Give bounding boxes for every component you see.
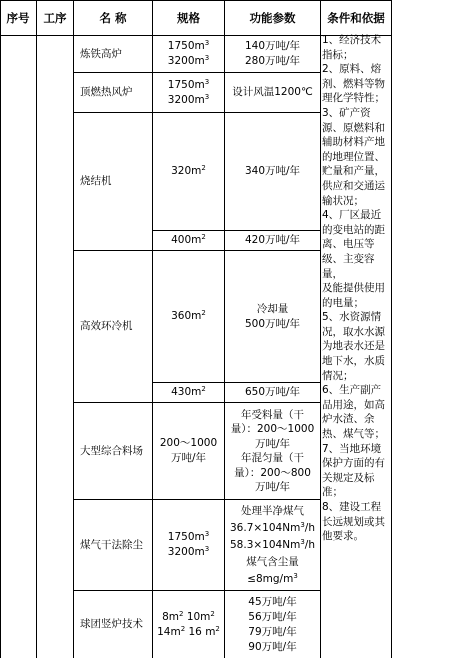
condition-item: 8、建设工程长远规划或其他要求。 (322, 501, 385, 543)
header-index: 序号 (6, 10, 30, 25)
row-spec-gas-dry-dedusting (153, 500, 224, 590)
param-line: $36.7\times 104Nm^3/h$ (230, 520, 315, 534)
row-spec-hot-stove (153, 73, 224, 112)
header-spec: 规格 (177, 10, 200, 25)
row-spec-sinter-400 (153, 231, 224, 250)
row-params-gas-dry-dedusting (225, 500, 320, 590)
row-params-stockyard (225, 403, 320, 499)
row-params-hot-stove (225, 73, 320, 112)
row-spec-cooler-430 (153, 383, 224, 402)
param-line: 56万吨/年 (248, 610, 297, 623)
header-name: 名 称 (99, 10, 127, 25)
spec-line: $360m^2$ (171, 309, 206, 322)
param-line: 处理半净煤气 (241, 504, 304, 517)
param-line: 79万吨/年 (248, 625, 297, 638)
row-spec-sinter-320 (153, 113, 224, 230)
row-name-annular-cooler: 高效环冷机 (80, 320, 133, 332)
param-line: 万吨/年 (254, 481, 291, 493)
header-process: 工序 (43, 10, 67, 25)
row-spec-stockyard (153, 403, 224, 499)
spec-line: $430m^2$ (171, 385, 206, 398)
grid-line (391, 0, 392, 658)
spec-line: $3200m^3$ (167, 92, 210, 106)
spec-line: $8m^2$ $10m^2$ (162, 609, 215, 623)
param-line: 90万吨/年 (248, 640, 297, 653)
param-line: 量）：200～1000 (230, 423, 315, 435)
condition-item: 4、厂区最近的变电站的距离、电压等级、主变容量， (322, 209, 385, 280)
condition-item: 7、当地环境保护方面的有关规定及标准； (322, 442, 385, 499)
row-name-blast-furnace: 炼铁高炉 (80, 47, 122, 60)
condition-item: 3、矿产资源、原燃料和辅助材料产地的地理位置、贮量和产量，供应和交通运输状况； (322, 106, 385, 207)
condition-item: 及能提供使用的电量； (322, 282, 385, 309)
spec-line: $400m^2$ (171, 233, 206, 246)
condition-item: 5、水资源情况，取水水源为地表水还是地下水，水质情况； (322, 311, 385, 382)
condition-item: 2、原料、熔剂、燃料等物理化学特性； (322, 63, 385, 105)
param-line: 煤气含尘量 (246, 555, 299, 568)
param-line: 500万吨/年 (244, 317, 301, 330)
grid-line (320, 0, 321, 658)
param-line: 45万吨/年 (248, 595, 297, 608)
param-line: 140万吨/年 (244, 40, 301, 52)
row-params-sinter-320: 340万吨/年 (244, 165, 301, 177)
param-line: 设计风温1200℃ (232, 86, 313, 98)
param-line: $\le 8mg/m^3$ (247, 571, 298, 585)
spec-line: $3200m^3$ (167, 545, 210, 558)
spec-line: 200～1000 (159, 437, 218, 449)
spec-line: $14m^2$ 16 $m^2$ (157, 624, 220, 638)
param-line: 年受料量（干 (241, 408, 304, 421)
grid-line (36, 0, 37, 658)
spec-line: $1750m^3$ (167, 39, 210, 52)
row-name-sinter-machine: 烧结机 (80, 175, 112, 187)
conditions-text (322, 33, 386, 544)
row-spec-pellet-shaft-furnace (153, 591, 224, 658)
header-params: 功能参数 (249, 10, 296, 25)
header-conditions: 条件和依据 (327, 10, 385, 25)
row-name-hot-stove: 顶燃热风炉 (80, 86, 133, 98)
spec-line: $1750m^3$ (167, 530, 210, 543)
row-name-stockyard: 大型综合料场 (80, 444, 143, 457)
row-name-gas-dry-dedusting: 煤气干法除尘 (80, 538, 143, 551)
row-params-cooler-360 (225, 251, 320, 382)
row-params-pellet-shaft-furnace (225, 591, 320, 658)
spec-line: $3200m^3$ (167, 54, 210, 67)
param-line: 280万吨/年 (244, 55, 301, 67)
row-spec-blast-furnace (153, 36, 224, 72)
param-line: $58.3\times 104Nm^3/h$ (230, 537, 315, 551)
spec-line: $1750m^3$ (167, 77, 210, 91)
grid-line (0, 0, 1, 658)
spec-line: 万吨/年 (170, 452, 207, 464)
row-params-cooler-430: 650万吨/年 (244, 386, 301, 398)
spec-line: $320m^2$ (171, 164, 206, 177)
row-name-pellet-shaft-furnace: 球团竖炉技术 (80, 618, 143, 630)
row-spec-cooler-360 (153, 251, 224, 382)
condition-item: 6、生产副产品用途，如高炉水渣、余热、煤气等； (322, 384, 385, 441)
param-line: 万吨/年 (254, 437, 291, 450)
row-params-sinter-400: 420万吨/年 (244, 234, 301, 246)
param-line: 量）：200～800 (234, 466, 311, 479)
param-line: 冷却量 (256, 302, 289, 315)
condition-item: 1、经济技术指标； (322, 34, 382, 61)
param-line: 年混匀量（干 (241, 452, 304, 464)
row-params-blast-furnace (225, 36, 320, 72)
